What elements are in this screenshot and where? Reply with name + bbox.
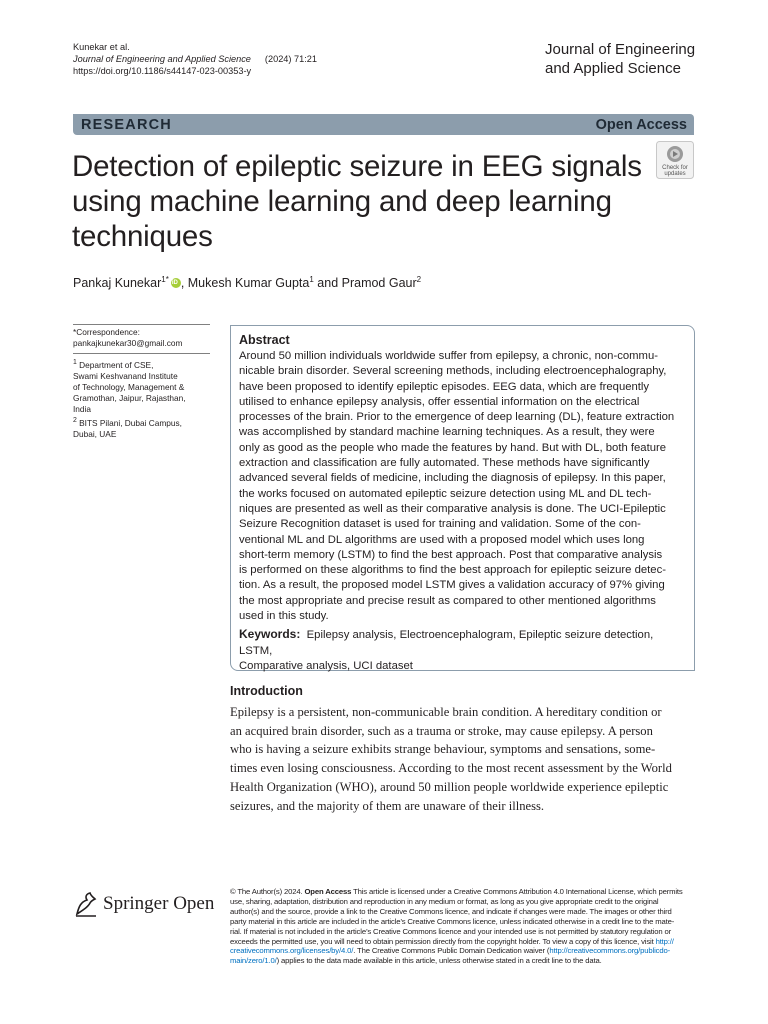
header-doi[interactable]: https://doi.org/10.1186/s44147-023-00353-y	[73, 66, 252, 76]
header-authors: Kunekar et al.	[73, 42, 130, 52]
article-title: Detection of epileptic seizure in EEG signals using machine learning and deep learning techniques	[72, 150, 642, 253]
springer-horse-icon	[73, 890, 99, 918]
open-access-label: Open Access	[595, 116, 687, 133]
introduction-text: Epilepsy is a persistent, non-communicable brain condition. A hereditary condition or an acquired brain disorder, such as a trauma or stroke, may cause epilepsy. A person who is having a seizure exhibits strange behaviour, symptoms and sensations, some- times even losing consciousness. According to the most recent assessment by the World Health Organization (WHO), around 50 million people worldwide experience epileptic seizures, and the majority of them are unaware of their illness.	[230, 705, 672, 813]
article-type-label: RESEARCH	[81, 116, 172, 133]
keywords-label: Keywords:	[239, 627, 301, 642]
author-1[interactable]: Pankaj Kunekar	[73, 276, 162, 291]
svg-text:updates: updates	[664, 171, 686, 177]
affiliation-2: $^2$ BITS Pilani, Dubai Campus, Dubai, UAE	[73, 416, 182, 439]
abstract-box	[230, 325, 695, 671]
abstract-text: Around 50 million individuals worldwide suffer from epilepsy, a chronic, non-commu- nicable brain disorder. Several screening methods, including electroencephalography, have been proposed to identify epileptic episodes. EEG data, which are frequently utilised to enhance epilepsy analysis, offer essential information on the electrical processes of the brain. Prior to the emergence of deep learning (DL), feature extraction was accomplished by standard machine learning techniques. As a result, they were only as good as the people who made the features by hand. But with DL, both feature extraction and classification are fully automated. These methods have significantly advanced several fields of medicine, including the diagnosis of epilepsy. In this paper, the works focused on automated epileptic seizure detection using ML and DL tech- niques are presented as well as their comparative analysis is done. The UCI-Epileptic Seizure Recognition dataset is used for training and validation. Some of the con- ventional ML and DL algorithms are used with a proposed model which uses long short-term memory (LSTM) to find the best approach. Post that comparative analysis is performed on these algorithms to find the best approach for epileptic seizure detec- tion. As a result, the proposed model LSTM gives a validation accuracy of 97% giving the most appropriate and precise result as compared to other mentioned algorithms used in this study.	[239, 350, 675, 623]
public-domain-link[interactable]: main/zero/1.0/	[230, 956, 277, 966]
springer-open-logo: Springer Open	[73, 889, 218, 919]
keywords: Keywords: Epilepsy analysis, Electroencephalogram, Epileptic seizure detection, LSTM, Comparative analysis, UCI dataset	[239, 627, 654, 672]
author-2[interactable]: , Mukesh Kumar Gupta	[180, 276, 310, 291]
orcid-icon[interactable]	[171, 278, 181, 288]
author-3[interactable]: and Pramod Gaur	[313, 276, 417, 291]
public-domain-link[interactable]: http://creativecommons.org/publicdo-	[549, 946, 670, 956]
license-statement: © The Author(s) 2024. Open Access This article is licensed under a Creative Commons Attribution 4.0 International License, which permits use, sharing, adaptation, distribution and reproduction in any medium or format, as long as you give appropriate credit to the original author(s) and the source, provide a link to the Creative Commons licence, and indicate if changes were made. The images or other third party material in this article are included in the article’s Creative Commons licence, unless indicated otherwise in a credit line to the mate- rial. If material is not included in the article’s Creative Commons licence and your intended use is not permitted by statutory regulation or exceeds the permitted use, you will need to obtain permission directly from the copyright holder. To view a copy of this licence, visit http:// creativecommons.org/licenses/by/4.0/. The Creative Commons Public Domain Dedication waiver (http://creativecommons.org/publicdo- main/zero/1.0/) applies to the data made available in this article, unless otherwise stated in a credit line to the data.	[230, 887, 683, 966]
introduction-heading: Introduction	[230, 684, 303, 698]
license-link[interactable]: http://	[655, 936, 674, 946]
correspondence: *Correspondence: pankajkunekar30@gmail.com	[73, 325, 210, 353]
correspondence-email[interactable]: pankajkunekar30@gmail.com	[73, 338, 183, 348]
affiliations-sidebar	[73, 324, 210, 440]
journal-title: Journal of Engineering and Applied Science	[545, 41, 696, 77]
running-header	[73, 41, 317, 77]
header-journal: Journal of Engineering and Applied Science (2024) 71:21	[73, 54, 318, 64]
abstract-heading: Abstract	[239, 333, 290, 347]
svg-text:Check for: Check for	[662, 165, 688, 171]
check-for-updates-icon[interactable]	[656, 141, 694, 179]
affiliation-1: $^1$ Department of CSE, Swami Keshvanand Institute of Technology, Management & Gramothan, Jaipur, Rajasthan, India	[73, 359, 186, 414]
article-type-banner	[73, 114, 694, 135]
license-link[interactable]: creativecommons.org/licenses/by/4.0/	[230, 946, 354, 956]
author-list: Pankaj Kunekar$^{1*}$iD , Mukesh Kumar Gupta$^1$ and Pramod Gaur$^2$	[73, 271, 421, 292]
